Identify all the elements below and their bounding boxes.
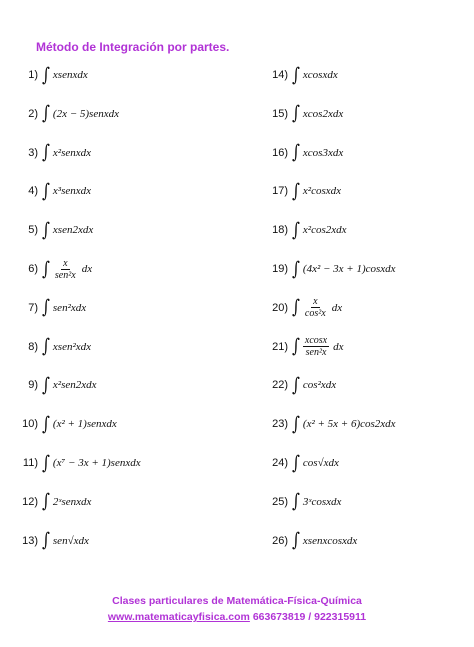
problem-number: 18) [272,224,288,237]
fraction-numerator: xcosx [304,335,328,347]
problem-item [18,334,91,360]
website-link[interactable]: www.matematicayfisica.com [107,611,250,623]
problem-item [18,489,91,515]
integral-sign: ∫ [291,257,300,280]
problem-number: 9) [28,379,38,392]
integrand-expression: xcos2xdx [302,107,344,120]
integrand-expression: x²cosxdx [302,185,342,198]
problem-number: 13) [22,534,38,547]
integral-sign: ∫ [291,373,300,396]
integrand-expression: (x² + 1)senxdx [52,418,117,431]
problem-number: 7) [28,301,38,314]
integral-sign: ∫ [291,490,300,513]
integrand-expression: sen²xdx [52,301,87,314]
footer-line-1: Clases particulares de Matemática-Física-Química [112,595,362,607]
problem-item [268,450,339,476]
integral-sign: ∫ [41,451,50,474]
integral-sign: ∫ [41,141,50,164]
integral-sign: ∫ [41,179,50,202]
problem-number: 12) [22,495,38,508]
problem-number: 5) [28,224,38,237]
fraction [303,296,328,319]
integral-sign: ∫ [41,529,50,552]
problem-item [268,178,341,204]
integrand-expression: 2ˣsenxdx [52,495,92,508]
integrand-expression: (2x − 5)senxdx [52,107,119,120]
integral-sign: ∫ [41,296,50,319]
problem-number: 16) [272,146,288,159]
fraction-denominator: sen²x [305,347,327,359]
problem-number: 6) [28,263,38,275]
problem-item [18,411,117,437]
problem-item [268,217,347,243]
integral-sign: ∫ [41,490,50,513]
problem-number: 17) [272,185,288,198]
problem-item [18,372,97,398]
integral-sign: ∫ [41,412,50,435]
integral-sign: ∫ [41,218,50,241]
problem-number: 20) [272,301,288,314]
problem-item [268,334,344,360]
integral-sign: ∫ [41,373,50,396]
problem-item [18,62,88,88]
problem-item [18,295,86,321]
integrand-expression: xsen²xdx [52,340,92,353]
integrand-expression: x²sen2xdx [52,379,97,392]
problem-item [18,178,91,204]
problem-number: 22) [272,379,288,392]
problem-number: 15) [272,107,288,120]
problem-item [268,256,396,282]
integral-sign: ∫ [41,257,50,280]
integrand-expression: xcos3xdx [302,146,344,159]
page-title: Método de Integración por partes. [36,40,230,54]
problem-number: 11) [22,457,38,469]
integrand-expression: xcosxdx [302,69,338,81]
integrand-expression: x²senxdx [52,146,92,159]
problem-item [268,528,357,554]
integral-sign: ∫ [291,529,300,552]
problem-number: 24) [272,457,288,469]
problem-item [268,101,343,127]
integral-sign: ∫ [291,179,300,202]
problem-item [268,489,341,515]
problem-item [18,256,92,282]
integrand-expression: (4x² − 3x + 1)cosxdx [302,263,396,275]
integral-sign: ∫ [41,102,50,125]
fraction [53,258,78,281]
phone-numbers: 663673819 / 922315911 [249,611,367,623]
problem-number: 19) [272,263,288,275]
problem-number: 2) [28,107,38,120]
problem-number: 26) [272,534,288,547]
fraction-denominator: sen²x [54,269,76,281]
integral-sign: ∫ [291,412,300,435]
integrand-expression: (x⁷ − 3x + 1)senxdx [52,457,141,469]
problem-number: 1) [28,69,38,81]
integral-sign: ∫ [291,141,300,164]
problem-number: 4) [28,185,38,198]
integrand-expression: cos²xdx [302,379,337,392]
integrand-expression: x³senxdx [52,185,92,198]
footer-line-2 [0,611,474,623]
problem-item [268,295,342,321]
integrand-expression: xsenxcosxdx [302,534,358,547]
problem-item [268,372,336,398]
fraction-numerator: x [63,257,68,269]
integral-sign: ∫ [291,335,300,358]
problem-item [268,411,396,437]
problem-number: 10) [22,418,38,431]
integral-sign: ∫ [291,63,300,86]
integral-sign: ∫ [41,335,50,358]
problem-number: 21) [272,340,288,353]
fraction-denominator: cos²x [304,308,326,320]
problem-number: 8) [28,340,38,353]
differential: dx [81,263,93,275]
problem-item [18,140,91,166]
integral-sign: ∫ [291,102,300,125]
problem-number: 14) [272,69,288,81]
integral-sign: ∫ [41,63,50,86]
problem-item [268,62,338,88]
integrand-expression: xsen2xdx [52,224,94,237]
integrand-expression: 3ˣcosxdx [302,495,342,508]
problem-number: 25) [272,495,288,508]
integrand-expression: cos√xdx [302,457,339,469]
problem-item [18,450,141,476]
integrand-expression: sen√xdx [52,534,89,547]
integrand-expression: x²cos2xdx [302,224,347,237]
differential: dx [333,340,344,353]
problem-number: 3) [28,146,38,159]
problem-number: 23) [272,418,288,431]
problem-item [18,101,119,127]
problem-item [268,140,343,166]
fraction-numerator: x [313,296,318,308]
integrand-expression: (x² + 5x + 6)cos2xdx [302,418,396,431]
integral-sign: ∫ [291,296,300,319]
fraction [303,335,329,358]
integral-sign: ∫ [291,451,300,474]
differential: dx [331,301,343,314]
problem-item [18,217,93,243]
integrand-expression: xsenxdx [52,69,88,81]
problem-item [18,528,89,554]
integral-sign: ∫ [291,218,300,241]
